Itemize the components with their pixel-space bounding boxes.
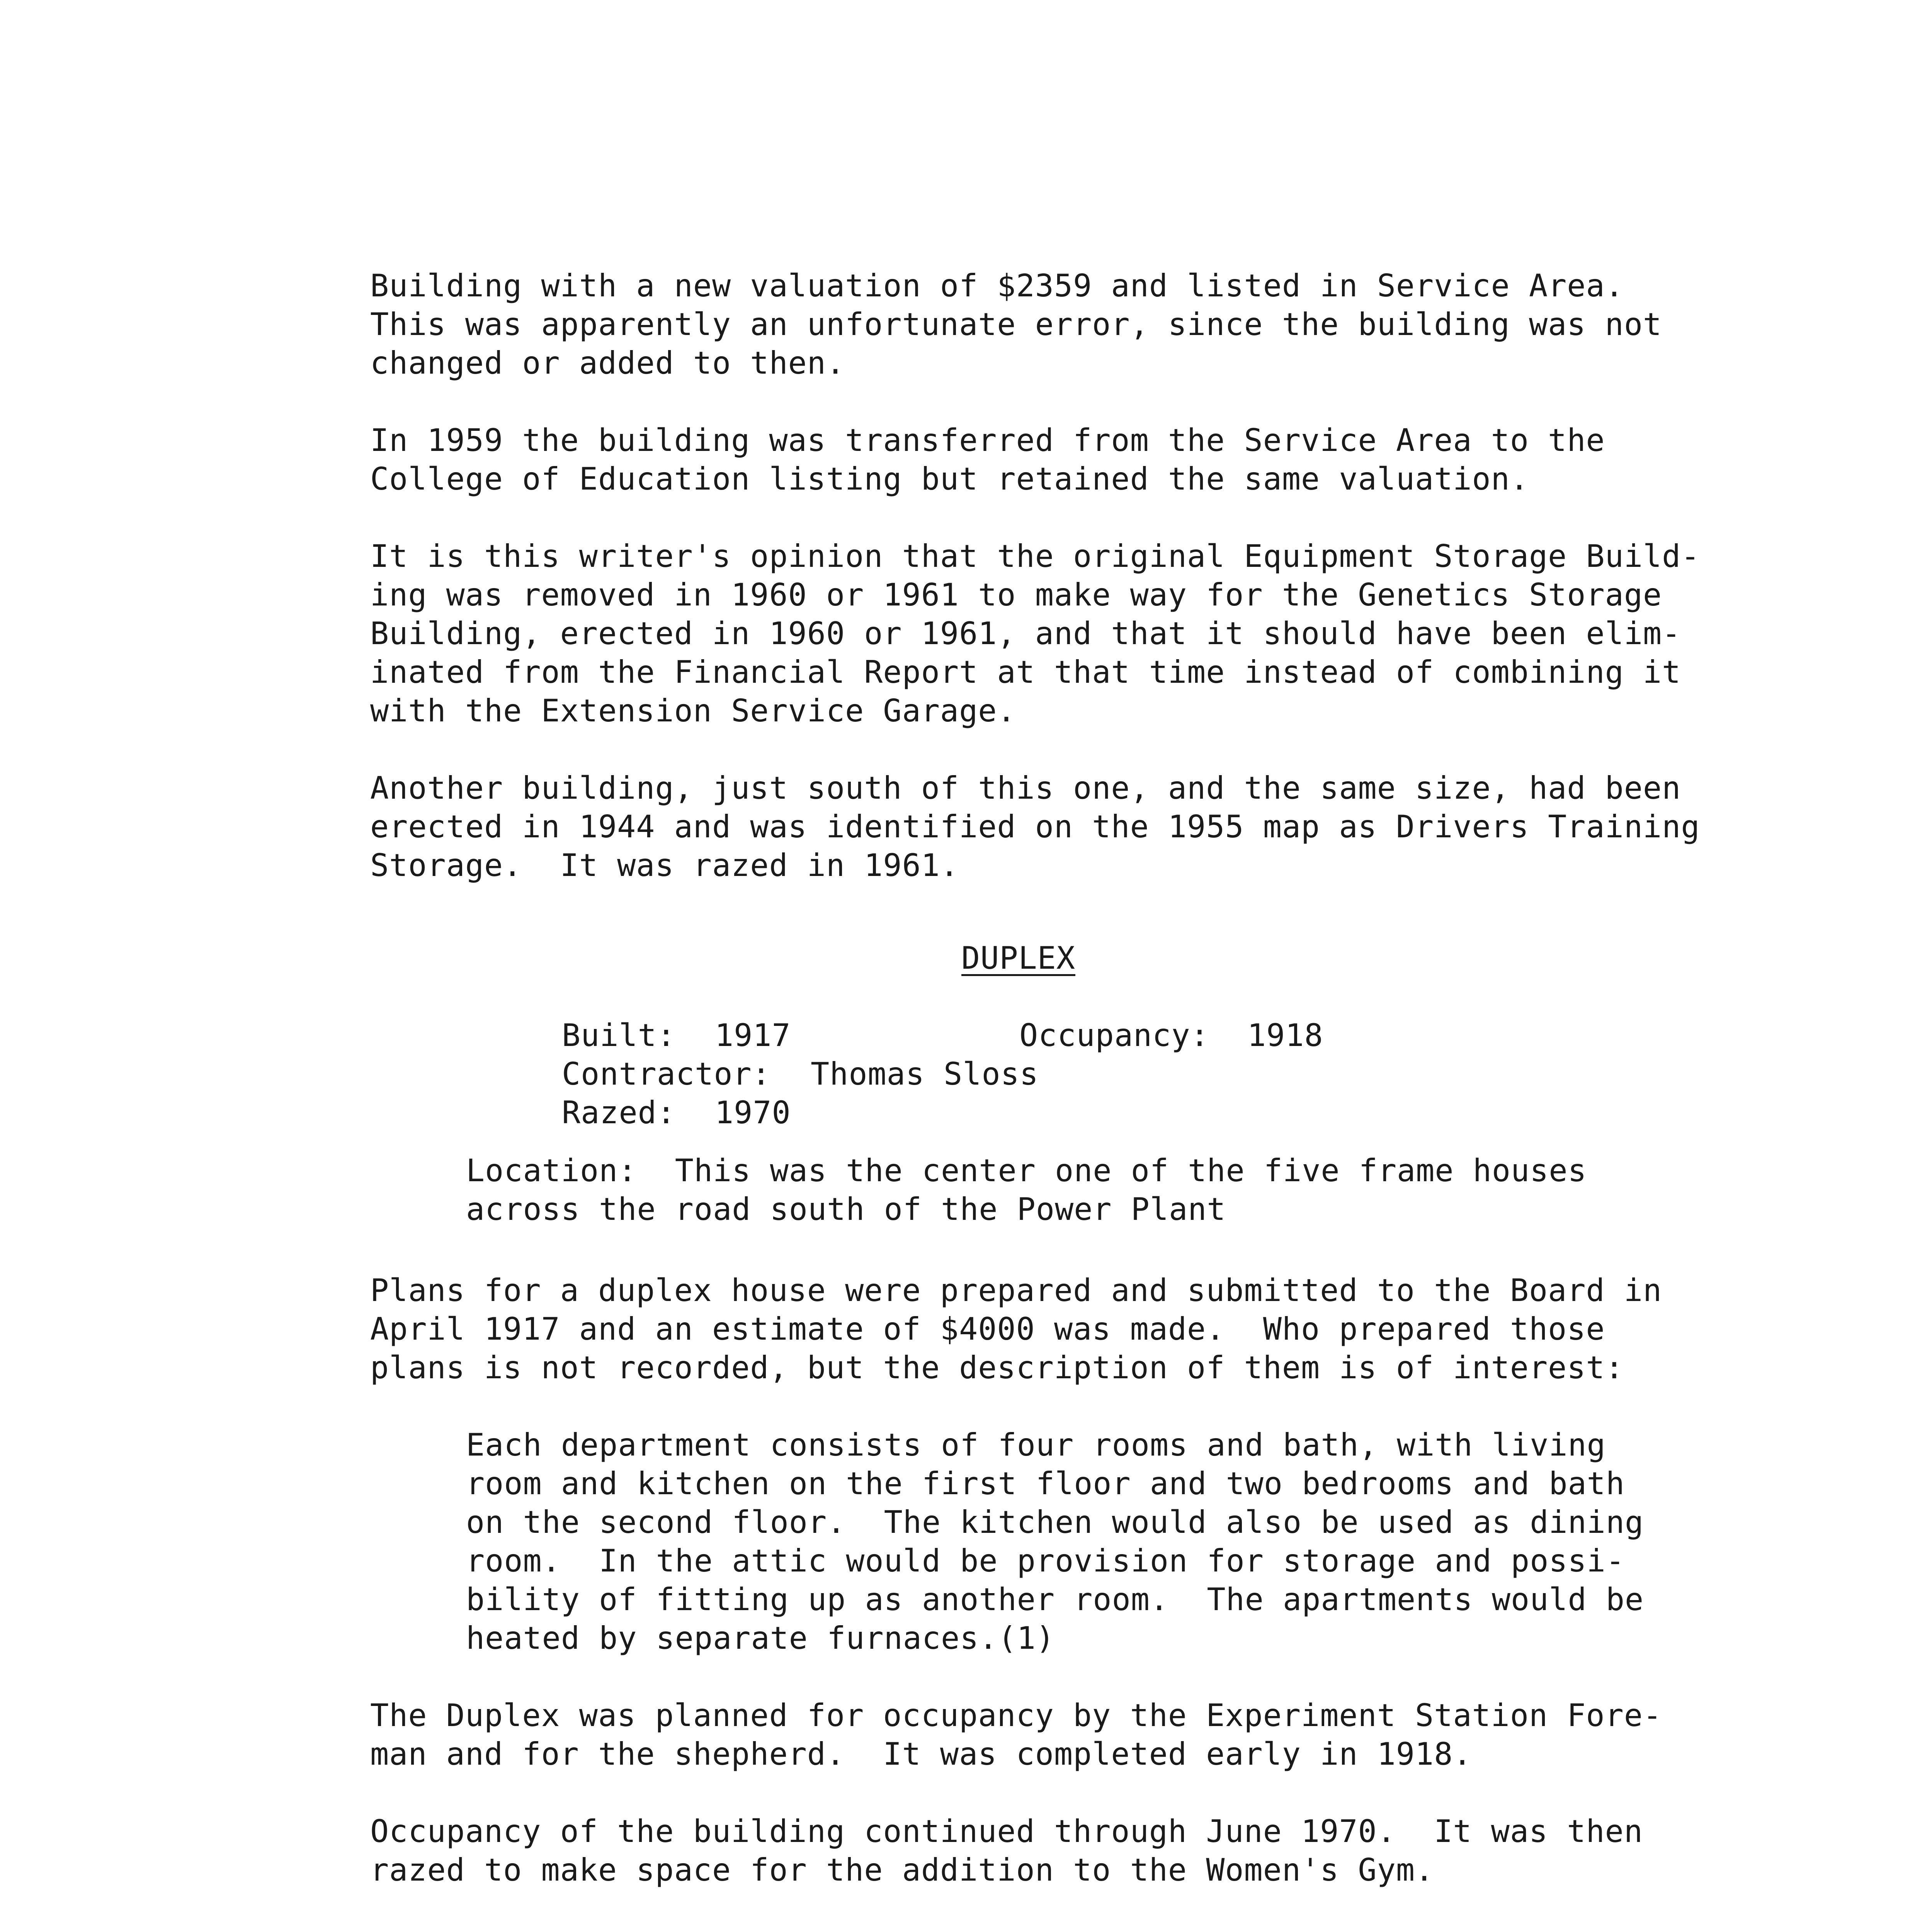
body-text-line: changed or added to then. bbox=[370, 345, 845, 381]
contractor-value: Thomas Sloss bbox=[811, 1056, 1039, 1092]
location-line: Location: This was the center one of the five frame houses bbox=[466, 1153, 1587, 1189]
occupancy-label: Occupancy: bbox=[1019, 1017, 1209, 1053]
body-text-line: inated from the Financial Report at that time instead of combining it bbox=[370, 654, 1681, 690]
quote-line: room. In the attic would be provision for storage and possi- bbox=[466, 1543, 1625, 1579]
body-text-line: man and for the shepherd. It was completed early in 1918. bbox=[370, 1736, 1472, 1772]
location-line: across the road south of the Power Plant bbox=[466, 1191, 1226, 1227]
razed-value: 1970 bbox=[715, 1095, 791, 1131]
body-text-line: In 1959 the building was transferred from the Service Area to the bbox=[370, 422, 1605, 458]
body-text-line: Another building, just south of this one, and the same size, had been bbox=[370, 770, 1681, 806]
quote-line: heated by separate furnaces.(1) bbox=[466, 1620, 1055, 1656]
quote-line: on the second floor. The kitchen would also be used as dining bbox=[466, 1504, 1644, 1540]
quote-line: bility of fitting up as another room. The apartments would be bbox=[466, 1582, 1644, 1617]
quote-line: Each department consists of four rooms and bath, with living bbox=[466, 1427, 1606, 1463]
body-text-line: ing was removed in 1960 or 1961 to make way for the Genetics Storage bbox=[370, 577, 1662, 613]
body-text-line: Building, erected in 1960 or 1961, and that it should have been elim- bbox=[370, 616, 1681, 651]
body-text-line: It is this writer's opinion that the original Equipment Storage Build- bbox=[370, 538, 1700, 574]
body-text-line: erected in 1944 and was identified on the 1955 map as Drivers Training bbox=[370, 809, 1700, 845]
body-text-line: Plans for a duplex house were prepared and submitted to the Board in bbox=[370, 1272, 1662, 1308]
built-label: Built: bbox=[562, 1017, 676, 1053]
body-text-line: April 1917 and an estimate of $4000 was made. Who prepared those bbox=[370, 1311, 1605, 1347]
body-text-line: razed to make space for the addition to the Women's Gym. bbox=[370, 1852, 1434, 1888]
body-text-line: College of Education listing but retained the same valuation. bbox=[370, 461, 1529, 497]
body-text-line: Occupancy of the building continued through June 1970. It was then bbox=[370, 1813, 1643, 1849]
quote-line: room and kitchen on the first floor and two bedrooms and bath bbox=[466, 1466, 1625, 1502]
body-text-line: Building with a new valuation of $2359 and listed in Service Area. bbox=[370, 268, 1624, 304]
built-value: 1917 bbox=[715, 1017, 791, 1053]
body-text-line: with the Extension Service Garage. bbox=[370, 693, 1016, 729]
body-text-line: The Duplex was planned for occupancy by the Experiment Station Fore- bbox=[370, 1697, 1662, 1733]
body-text-line: plans is not recorded, but the description of them is of interest: bbox=[370, 1350, 1624, 1386]
body-text-line: Storage. It was razed in 1961. bbox=[370, 847, 959, 883]
section-heading: DUPLEX bbox=[961, 940, 1075, 976]
contractor-label: Contractor: bbox=[562, 1056, 771, 1092]
body-text-line: This was apparently an unfortunate error, since the building was not bbox=[370, 306, 1662, 342]
occupancy-value: 1918 bbox=[1247, 1017, 1323, 1053]
razed-label: Razed: bbox=[562, 1095, 676, 1131]
